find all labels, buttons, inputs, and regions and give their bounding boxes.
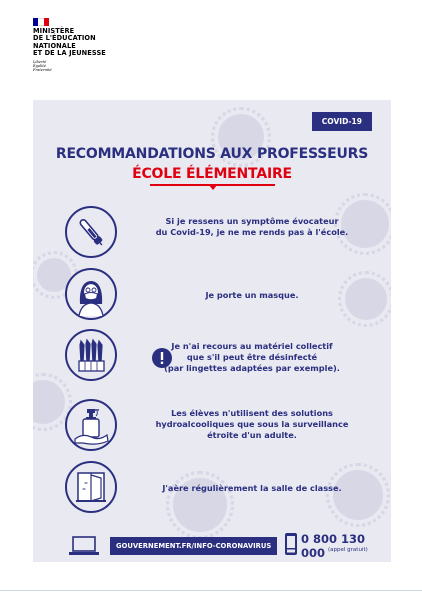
phone-number[interactable]: 0 800 130 000 bbox=[301, 532, 366, 560]
phone-note: (appel gratuit) bbox=[328, 547, 368, 553]
phone-icon bbox=[284, 532, 298, 556]
recommendation-line: Je porte un masque. bbox=[205, 290, 299, 300]
recommendation-line: J'aère régulièrement la salle de classe. bbox=[162, 483, 342, 493]
recommendation-symptoms bbox=[133, 216, 371, 238]
republic-motto bbox=[33, 60, 106, 73]
open-window-icon bbox=[65, 461, 117, 513]
covid-tag: COVID-19 bbox=[312, 112, 372, 131]
recommendation-line: Je n'ai recours au matériel collectif bbox=[171, 341, 333, 351]
subtitle-notch bbox=[208, 184, 218, 190]
recommendation-sanitizer bbox=[133, 408, 371, 441]
recommendation-line: que s'il peut être désinfecté bbox=[186, 352, 318, 362]
recommendation-line: Si je ressens un symptôme évocateur bbox=[165, 216, 339, 226]
ministry-line: ET DE LA JEUNESSE bbox=[33, 49, 106, 58]
masked-person-icon bbox=[65, 268, 117, 320]
recommendation-line: hydroalcooliques que sous la surveillance bbox=[155, 419, 349, 429]
poster-subtitle: ÉCOLE ÉLÉMENTAIRE bbox=[132, 166, 292, 182]
motto-line: Fraternité bbox=[33, 68, 52, 73]
ministry-line: MINISTÈRE bbox=[33, 27, 75, 35]
ministry-header bbox=[33, 18, 106, 72]
virus-decoration-icon bbox=[333, 470, 383, 520]
recommendation-shared-material bbox=[133, 341, 371, 374]
virus-decoration-icon bbox=[33, 380, 65, 424]
thermometer-icon bbox=[65, 206, 117, 258]
recommendation-line: Les élèves n'utilisent des solutions bbox=[171, 408, 333, 418]
recommendation-mask bbox=[133, 290, 371, 301]
ministry-line: DE L'ÉDUCATION bbox=[33, 34, 96, 43]
info-url-link[interactable]: GOUVERNEMENT.FR/INFO-CORONAVIRUS bbox=[110, 537, 277, 555]
hand-sanitizer-icon bbox=[65, 399, 117, 451]
paint-brushes-icon bbox=[65, 329, 117, 381]
ministry-line: NATIONALE bbox=[33, 41, 76, 50]
page-divider bbox=[0, 590, 422, 591]
recommendation-line: étroite d'un adulte. bbox=[207, 430, 297, 440]
ministry-name bbox=[33, 28, 106, 58]
french-flag-icon bbox=[33, 18, 49, 26]
covid-poster bbox=[33, 100, 391, 562]
motto-line: Égalité bbox=[33, 63, 46, 68]
poster-title: RECOMMANDATIONS AUX PROFESSEURS bbox=[55, 146, 369, 162]
motto-line: Liberté bbox=[33, 59, 47, 64]
recommendation-line: du Covid-19, je ne me rends pas à l'école. bbox=[155, 227, 349, 237]
recommendation-ventilation bbox=[133, 483, 371, 494]
laptop-icon bbox=[69, 536, 99, 556]
recommendation-line: (par lingettes adaptées par exemple). bbox=[164, 363, 340, 373]
